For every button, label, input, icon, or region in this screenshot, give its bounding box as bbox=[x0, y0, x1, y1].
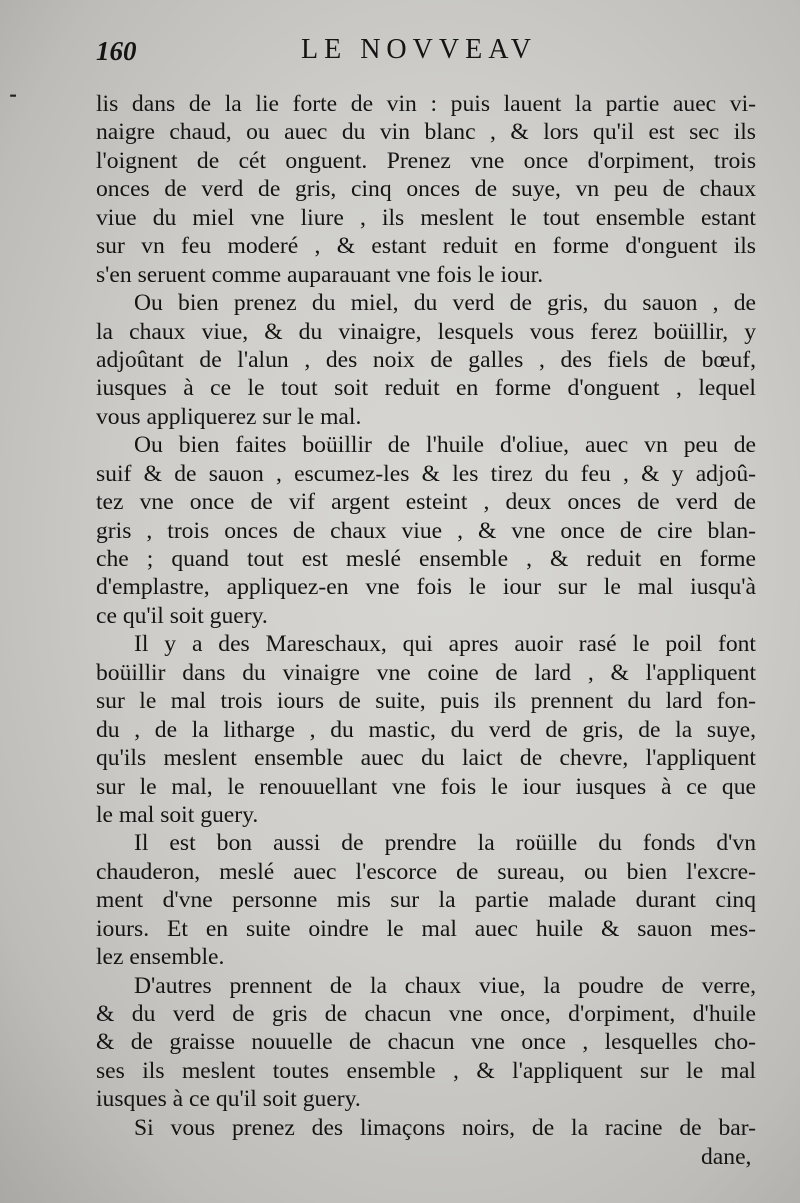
text-line: boüillir dans du vinaigre vne coine de lard , & l'appliquent bbox=[96, 659, 756, 686]
running-head bbox=[96, 36, 756, 76]
text-line: Ou bien faites boüillir de l'huile d'oliue, auec vn peu de bbox=[134, 432, 756, 459]
text-line: sur vn feu moderé , & estant reduit en forme d'onguent ils bbox=[96, 233, 756, 260]
text-line: ses ils meslent toutes ensemble , & l'appliquent sur le mal bbox=[96, 1057, 756, 1084]
text-line: sur le mal trois iours de suite, puis ils prennent du lard fon- bbox=[96, 688, 756, 715]
text-line: ment d'vne personne mis sur la partie malade durant cinq bbox=[96, 887, 756, 914]
text-line: adjoûtant de l'alun , des noix de galles , des fiels de bœuf, bbox=[96, 346, 756, 373]
text-line: d'emplastre, appliquez-en vne fois le iour sur le mal iusqu'à bbox=[96, 574, 756, 601]
text-line: che ; quand tout est meslé ensemble , & reduit en forme bbox=[96, 546, 756, 572]
text-line: du , de la litharge , du mastic, du verd de gris, de la suye, bbox=[96, 716, 756, 743]
text-line: tez vne once de vif argent esteint , deux onces de verd de bbox=[96, 489, 756, 516]
text-line: le mal soit guery. bbox=[96, 801, 259, 828]
text-line: s'en seruent comme auparauant vne fois le iour. bbox=[96, 261, 544, 288]
text-line: Si vous prenez des limaçons noirs, de la racine de bar- bbox=[134, 1114, 756, 1141]
text-line: naigre chaud, ou auec du vin blanc , & lors qu'il est sec ils bbox=[96, 119, 756, 146]
page-number: 160 bbox=[96, 36, 137, 66]
text-line: D'autres prennent de la chaux viue, la poudre de verre, bbox=[134, 972, 756, 999]
text-line: iusques à ce le tout soit reduit en forme d'onguent , lequel bbox=[96, 375, 756, 402]
text-line: chauderon, meslé auec l'escorce de sureau, ou bien l'excre- bbox=[96, 858, 756, 885]
text-line: viue du miel vne liure , ils meslent le tout ensemble estant bbox=[96, 204, 756, 231]
text-line: iours. Et en suite oindre le mal auec huile & sauon mes- bbox=[96, 915, 756, 942]
text-line: iusques à ce qu'il soit guery. bbox=[96, 1086, 361, 1113]
text-line: ce qu'il soit guery. bbox=[96, 602, 268, 629]
text-line: gris , trois onces de chaux viue , & vne once de cire blan- bbox=[96, 517, 756, 544]
text-line: lez ensemble. bbox=[96, 944, 225, 971]
text-line: vous appliquerez sur le mal. bbox=[96, 403, 362, 430]
text-line: la chaux viue, & du vinaigre, lesquels vous ferez boüillir, y bbox=[96, 318, 756, 345]
text-line: & de graisse nouuelle de chacun vne once , lesquelles cho- bbox=[96, 1029, 756, 1056]
catchword: dane, bbox=[701, 1144, 752, 1170]
text-line: onces de verd de gris, cinq onces de suye, vn peu de chaux bbox=[96, 176, 756, 203]
running-title: LE NOVVEAV bbox=[301, 34, 538, 65]
text-line: lis dans de la lie forte de vin : puis lauent la partie auec vi- bbox=[96, 91, 756, 117]
text-line: qu'ils meslent ensemble auec du laict de chevre, l'appliquent bbox=[96, 745, 756, 772]
text-line: l'oignent de cét onguent. Prenez vne once d'orpiment, trois bbox=[96, 147, 756, 174]
text-line: Il est bon aussi de prendre la roüille du fonds d'vn bbox=[134, 830, 756, 857]
text-line: Ou bien prenez du miel, du verd de gris, du sauon , de bbox=[134, 290, 756, 317]
text-line: sur le mal, le renouuellant vne fois le iour iusques à ce que bbox=[96, 773, 756, 800]
text-line: & du verd de gris de chacun vne once, d'orpiment, d'huile bbox=[96, 1001, 756, 1027]
margin-mark: ⁃ bbox=[8, 86, 18, 108]
text-line: suif & de sauon , escumez-les & les tirez du feu , & y adjoû- bbox=[96, 460, 756, 487]
text-line: Il y a des Mareschaux, qui apres auoir rasé le poil font bbox=[134, 631, 756, 658]
body-text bbox=[96, 90, 756, 1142]
